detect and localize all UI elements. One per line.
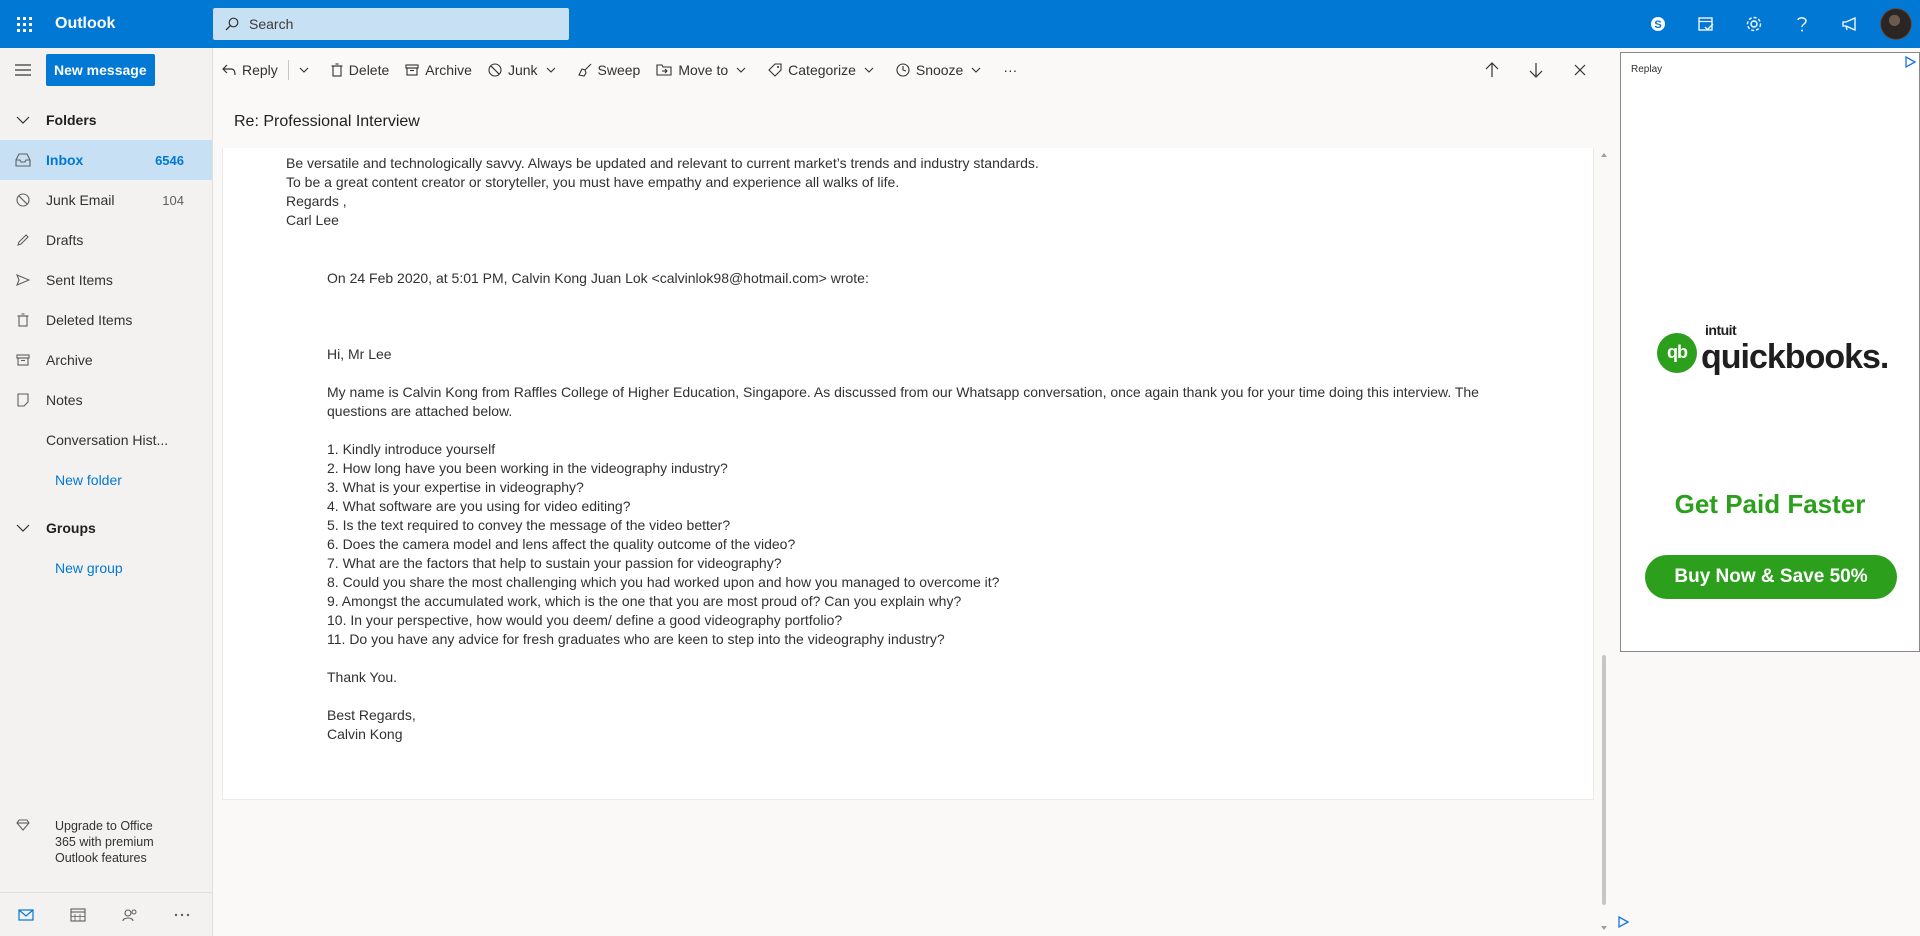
- question-item: 4. What software are you using for video editing?: [327, 498, 631, 514]
- more-actions-button[interactable]: ···: [1003, 62, 1018, 78]
- adchoices-icon[interactable]: [1617, 916, 1629, 928]
- quote-intro-line: questions are attached below.: [327, 403, 513, 419]
- people-module-button[interactable]: [104, 908, 156, 922]
- nav-toggle-button[interactable]: [0, 48, 46, 92]
- delete-label: Delete: [348, 62, 390, 78]
- megaphone-icon: [1841, 16, 1859, 32]
- signoff-line: Calvin Kong: [327, 726, 403, 742]
- my-day-button[interactable]: [1682, 0, 1730, 48]
- mail-module-button[interactable]: [0, 909, 52, 921]
- scroll-down-arrow[interactable]: [1601, 926, 1607, 930]
- chevron-down-icon: [0, 524, 46, 532]
- chevron-down-icon: [971, 67, 981, 73]
- folder-inbox[interactable]: [0, 140, 212, 180]
- snooze-label: Snooze: [915, 62, 964, 78]
- diamond-icon: [16, 818, 55, 866]
- note-icon: [0, 393, 46, 407]
- new-group-link[interactable]: New group: [55, 560, 123, 576]
- new-folder-link[interactable]: New folder: [55, 472, 122, 488]
- question-icon: [1794, 15, 1810, 33]
- trash-icon: [331, 63, 343, 77]
- archive-icon: [0, 354, 46, 366]
- module-switcher: [0, 892, 213, 936]
- hamburger-icon: [15, 64, 31, 76]
- question-item: 8. Could you share the most challenging which you had worked upon and how you managed to overcome it?: [327, 574, 1000, 590]
- folder-label: Sent Items: [46, 272, 113, 288]
- previous-message-button[interactable]: [1470, 62, 1514, 78]
- divider: [288, 60, 289, 80]
- question-item: 2. How long have you been working in the videography industry?: [327, 460, 728, 476]
- unread-count: 6546: [155, 152, 184, 168]
- command-bar: [214, 48, 1614, 92]
- signoff-line: Best Regards,: [327, 707, 416, 723]
- quote-header: On 24 Feb 2020, at 5:01 PM, Calvin Kong Juan Lok <calvinlok98@hotmail.com> wrote:: [327, 270, 869, 286]
- quote-intro-line: My name is Calvin Kong from Raffles College of Higher Education, Singapore. As discussed from our Whatsapp conversation, once again thank you for your time doing this interview. The: [327, 384, 1479, 400]
- quoted-message: [327, 269, 1587, 744]
- reading-pane-scrollbar[interactable]: [1600, 148, 1608, 933]
- folder-label: Junk Email: [46, 192, 115, 208]
- question-item: 10. In your perspective, how would you deem/ define a good videography portfolio?: [327, 612, 843, 628]
- search-icon: [225, 17, 239, 31]
- arrow-up-icon: [1485, 62, 1499, 78]
- categorize-label: Categorize: [788, 62, 856, 78]
- folder-sent-items[interactable]: [0, 260, 212, 300]
- scroll-up-arrow[interactable]: [1601, 153, 1607, 157]
- body-line: Carl Lee: [286, 212, 339, 228]
- folder-archive[interactable]: [0, 340, 212, 380]
- intuit-wordmark: intuit: [1705, 322, 1737, 338]
- ad-headline: Get Paid Faster: [1674, 489, 1866, 519]
- folder-conversation-history[interactable]: [0, 420, 212, 460]
- thanks-line: Thank You.: [327, 669, 398, 685]
- waffle-icon: [17, 17, 32, 32]
- delete-button[interactable]: [323, 48, 397, 92]
- folder-label: Deleted Items: [46, 312, 133, 328]
- ad-cta-button[interactable]: Buy Now & Save 50%: [1645, 555, 1897, 599]
- quote-greeting: Hi, Mr Lee: [327, 346, 392, 362]
- chevron-down-icon: [736, 67, 746, 73]
- question-item: 3. What is your expertise in videography?: [327, 479, 584, 495]
- question-item: 7. What are the factors that help to sustain your passion for videography?: [327, 555, 782, 571]
- adchoices-icon[interactable]: [1904, 56, 1916, 68]
- chevron-down-icon: [864, 67, 874, 73]
- calendar-check-icon: [1697, 15, 1715, 33]
- reply-options-dropdown[interactable]: [291, 48, 323, 92]
- pencil-icon: [0, 233, 46, 247]
- archive-button[interactable]: [397, 48, 480, 92]
- mail-icon: [18, 909, 34, 921]
- left-nav: [0, 48, 213, 936]
- junk-label: Junk: [507, 62, 538, 78]
- ad-replay-button[interactable]: Replay: [1631, 64, 1663, 75]
- chevron-down-icon: [546, 67, 556, 73]
- next-message-button[interactable]: [1514, 62, 1558, 78]
- send-icon: [0, 273, 46, 287]
- account-avatar[interactable]: [1880, 8, 1912, 40]
- message-body: [286, 154, 1586, 230]
- folder-drafts[interactable]: [0, 220, 212, 260]
- chevron-down-icon: [0, 116, 46, 124]
- question-item: 5. Is the text required to convey the message of the video better?: [327, 517, 731, 533]
- junk-icon: [488, 63, 502, 77]
- groups-header[interactable]: [0, 508, 212, 548]
- junk-icon: [0, 193, 46, 207]
- settings-button[interactable]: [1730, 0, 1778, 48]
- help-button[interactable]: [1778, 0, 1826, 48]
- trash-icon: [0, 313, 46, 327]
- sweep-button[interactable]: [570, 48, 649, 92]
- message-subject: Re: Professional Interview: [234, 113, 420, 130]
- junk-button[interactable]: [480, 48, 570, 92]
- archive-label: Archive: [425, 62, 472, 78]
- move-to-button[interactable]: [648, 48, 760, 92]
- message-navigation: [1470, 48, 1602, 92]
- unread-count: 104: [162, 192, 184, 208]
- upgrade-promo[interactable]: [0, 818, 213, 866]
- close-message-button[interactable]: [1558, 64, 1602, 76]
- groups-label: Groups: [46, 520, 96, 536]
- skype-icon: [1650, 16, 1666, 32]
- feedback-button[interactable]: [1826, 0, 1874, 48]
- clock-icon: [896, 63, 910, 77]
- top-bar: [0, 0, 1920, 48]
- folder-label: Notes: [46, 392, 83, 408]
- folder-label: Archive: [46, 352, 93, 368]
- app-brand[interactable]: Outlook: [55, 15, 116, 32]
- move-to-label: Move to: [678, 62, 729, 78]
- reply-button[interactable]: [214, 48, 286, 92]
- more-apps-button[interactable]: [156, 913, 208, 917]
- body-line: Regards ,: [286, 193, 347, 209]
- qb-circle-icon: qb: [1657, 333, 1697, 373]
- more-icon: [174, 913, 190, 917]
- body-line: To be a great content creator or storyteller, you must have empathy and experience all walks of life.: [286, 174, 900, 190]
- quickbooks-logo: [1657, 322, 1889, 377]
- broom-icon: [578, 63, 592, 77]
- folder-label: Drafts: [46, 232, 84, 248]
- chevron-down-icon: [299, 67, 309, 73]
- reply-icon: [222, 64, 236, 76]
- arrow-down-icon: [1529, 62, 1543, 78]
- categorize-button[interactable]: [760, 48, 888, 92]
- sweep-label: Sweep: [597, 62, 641, 78]
- folder-label: Inbox: [46, 152, 84, 168]
- snooze-button[interactable]: [888, 48, 995, 92]
- svg-text:S: S: [1654, 19, 1662, 31]
- inbox-icon: [0, 153, 46, 167]
- question-item: 6. Does the camera model and lens affect the quality outcome of the video?: [327, 536, 796, 552]
- people-icon: [122, 908, 138, 922]
- body-line: Be versatile and technologically savvy. Always be updated and relevant to current market’s trends and industry standards.: [286, 155, 1039, 171]
- search-box[interactable]: [213, 8, 569, 40]
- search-placeholder: Search: [249, 16, 294, 32]
- calendar-module-button[interactable]: [52, 908, 104, 922]
- question-item: 1. Kindly introduce yourself: [327, 441, 496, 457]
- reply-label: Reply: [242, 62, 278, 78]
- quickbooks-wordmark: quickbooks.: [1701, 338, 1889, 376]
- tag-icon: [768, 63, 782, 77]
- folder-label: Conversation Hist...: [46, 432, 169, 448]
- folders-header[interactable]: [0, 100, 212, 140]
- calendar-icon: [70, 908, 86, 922]
- folder-junk-email[interactable]: [0, 180, 212, 220]
- folder-move-icon: [656, 64, 672, 76]
- folder-notes[interactable]: [0, 380, 212, 420]
- skype-button[interactable]: [1634, 0, 1682, 48]
- app-launcher-button[interactable]: [0, 0, 48, 48]
- scrollbar-thumb[interactable]: [1602, 655, 1606, 905]
- question-item: 9. Amongst the accumulated work, which is the one that you are most proud of? Can you explain why?: [327, 593, 962, 609]
- question-item: 11. Do you have any advice for fresh graduates who are keen to step into the videography industry?: [327, 631, 945, 647]
- folder-deleted-items[interactable]: [0, 300, 212, 340]
- ad-banner[interactable]: [1620, 52, 1920, 652]
- new-message-button[interactable]: New message: [46, 54, 155, 86]
- upgrade-text: Upgrade to Office 365 with premium Outlook features: [55, 819, 154, 865]
- gear-icon: [1745, 15, 1763, 33]
- folders-label: Folders: [46, 112, 97, 128]
- close-icon: [1574, 64, 1586, 76]
- archive-icon: [405, 64, 419, 76]
